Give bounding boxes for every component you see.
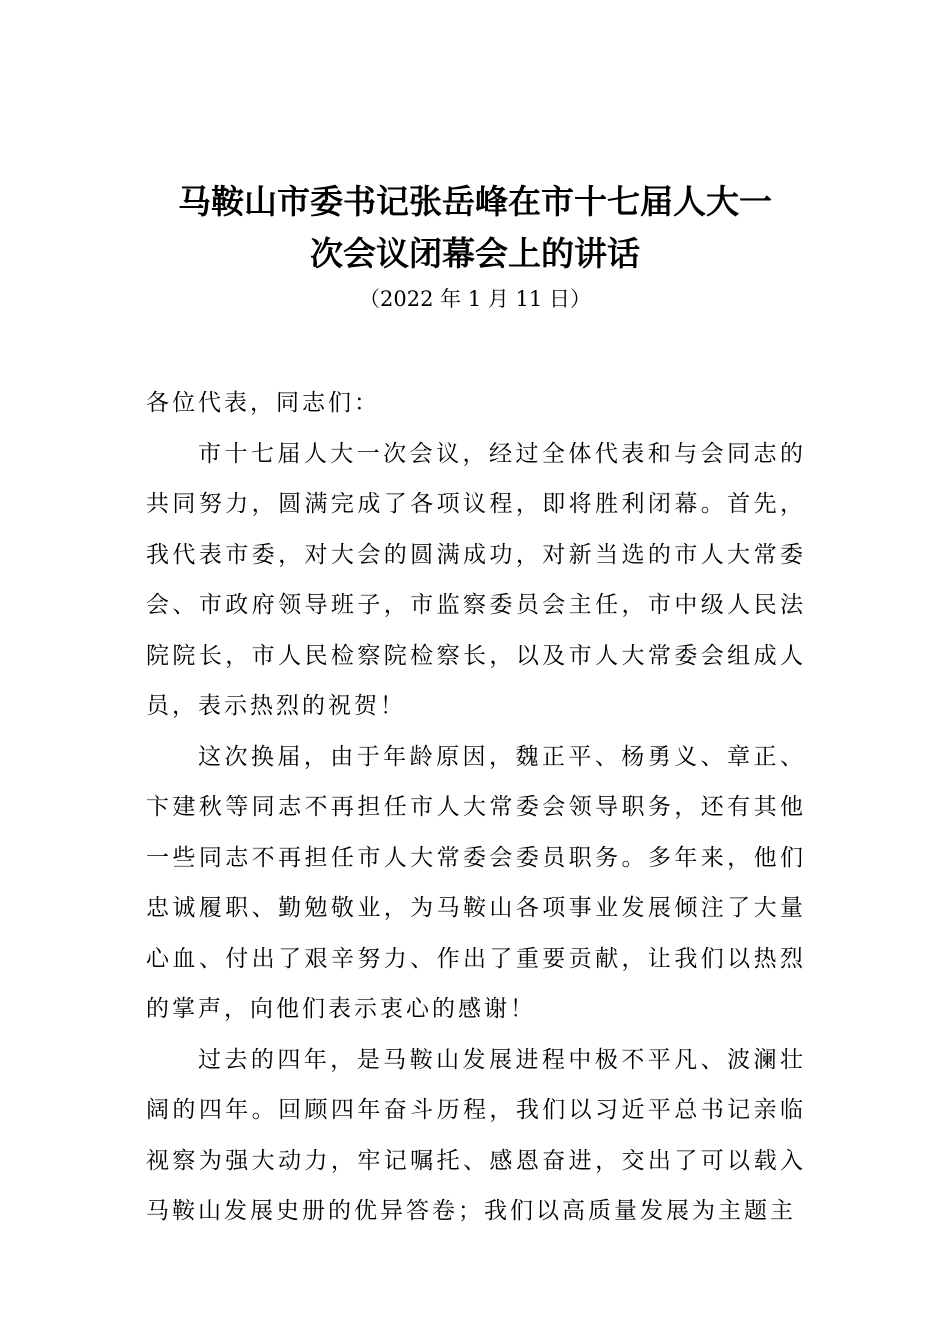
paragraph-2: 这次换届，由于年龄原因，魏正平、杨勇义、章正、卞建秋等同志不再担任市人大常委会领导职务，还有其他一些同志不再担任市人大常委会委员职务。多年来，他们忠诚履职、勤勉敬业，为马鞍山各项事业发展倾注了大量心血、付出了艰辛努力、作出了重要贡献，让我们以热烈的掌声，向他们表示衷心的感谢！ xyxy=(146,743,806,1022)
paragraph-1: 市十七届人大一次会议，经过全体代表和与会同志的共同努力，圆满完成了各项议程，即将胜利闭幕。首先，我代表市委，对大会的圆满成功，对新当选的市人大常委会、市政府领导班子，市监察委员会主任，市中级人民法院院长，市人民检察院检察长，以及市人大常委会组成人员，表示热烈的祝贺！ xyxy=(146,440,806,719)
speech-body xyxy=(146,378,806,1237)
document-title xyxy=(120,176,830,280)
paragraph-3: 过去的四年，是马鞍山发展进程中极不平凡、波澜壮阔的四年。回顾四年奋斗历程，我们以习近平总书记亲临视察为强大动力，牢记嘱托、感恩奋进，交出了可以载入马鞍山发展史册的优异答卷；我们以高质量发展为主题主 xyxy=(146,1046,806,1224)
title-line-2: 次会议闭幕会上的讲话 xyxy=(310,234,640,273)
speech-date: （2022 年 1 月 11 日） xyxy=(359,287,591,311)
title-line-1: 马鞍山市委书记张岳峰在市十七届人大一 xyxy=(178,182,772,221)
salutation: 各位代表，同志们： xyxy=(146,390,380,416)
